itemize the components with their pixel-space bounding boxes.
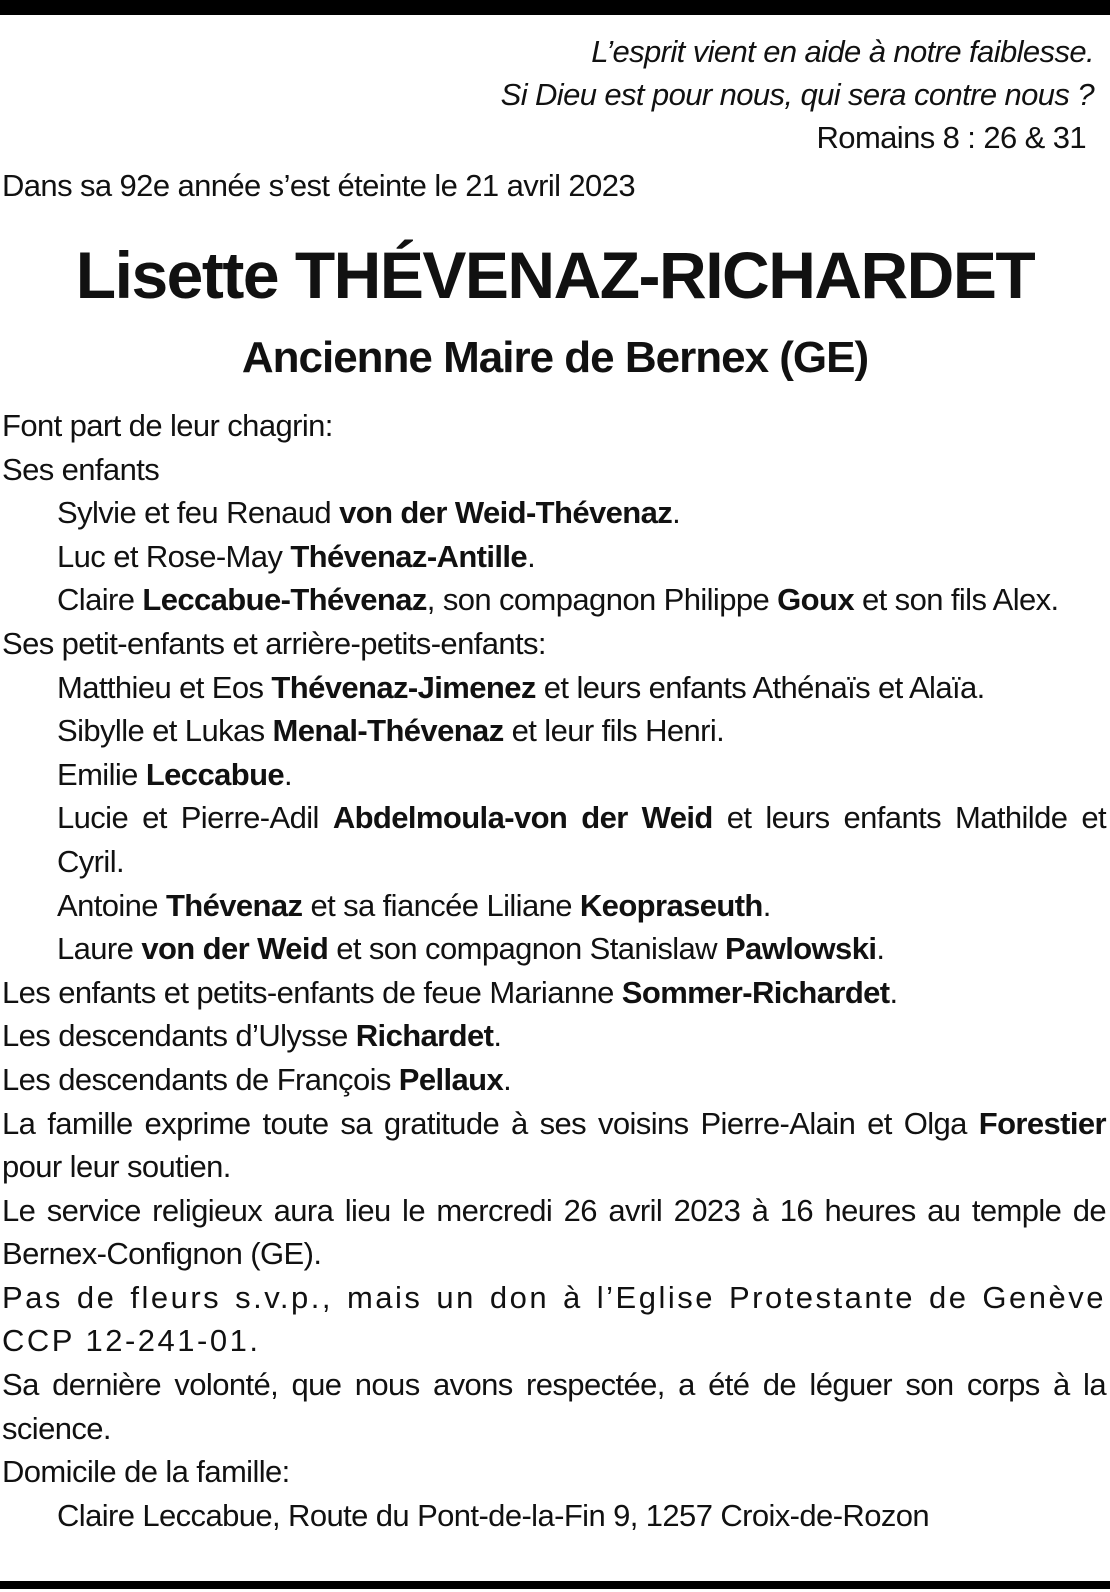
grandchild-line: Laure von der Weid et son compagnon Stanislaw Pawlowski. xyxy=(57,931,885,967)
deceased-title: Ancienne Maire de Bernex (GE) xyxy=(241,333,869,382)
announcement: Font part de leur chagrin: xyxy=(2,408,333,443)
domicile-address: Claire Leccabue, Route du Pont-de-la-Fin 9, 1257 Croix-de-Rozon xyxy=(57,1497,930,1533)
flowers-paragraph: Pas de fleurs s.v.p., mais un don à l’Eglise Protestante de Genève CCP 12-241-01. xyxy=(2,1279,1106,1359)
grandchild-line: Matthieu et Eos Thévenaz-Jimenez et leurs enfants Athénaïs et Alaïa. xyxy=(57,669,985,705)
grandchildren-heading: Ses petit-enfants et arrière-petits-enfants: xyxy=(2,625,546,661)
service-paragraph: Le service religieux aura lieu le mercredi 26 avril 2023 à 16 heures au temple de Bernex-Confignon (GE). xyxy=(2,1192,1106,1272)
grandchild-line: Antoine Thévenaz et sa fiancée Liliane Keopraseuth. xyxy=(57,887,771,923)
bible-verse xyxy=(501,30,1094,159)
grandchild-line: Sibylle et Lukas Menal-Thévenaz et leur fils Henri. xyxy=(57,713,725,749)
gratitude-paragraph: La famille exprime toute sa gratitude à ses voisins Pierre-Alain et Olga Forestier pour leur soutien. xyxy=(2,1105,1106,1185)
child-line: Luc et Rose-May Thévenaz-Antille. xyxy=(57,538,536,574)
child-line: Claire Leccabue-Thévenaz, son compagnon Philippe Goux et son fils Alex. xyxy=(57,582,1059,618)
verse-line-2: Si Dieu est pour nous, qui sera contre nous ? xyxy=(500,77,1094,112)
grandchild-line: Emilie Leccabue. xyxy=(57,756,293,792)
bottom-rule xyxy=(0,1581,1110,1589)
relatives-line: Les descendants de François Pellaux. xyxy=(2,1061,512,1097)
children-heading: Ses enfants xyxy=(2,451,160,487)
top-rule xyxy=(0,0,1110,15)
last-wish-paragraph: Sa dernière volonté, que nous avons respectée, a été de léguer son corps à la science. xyxy=(2,1367,1106,1446)
verse-line-1: L’esprit vient en aide à notre faiblesse. xyxy=(591,34,1094,69)
child-line: Sylvie et feu Renaud von der Weid-Thévenaz. xyxy=(57,495,681,531)
verse-reference: Romains 8 : 26 & 31 xyxy=(816,120,1086,155)
grandchild-line: Lucie et Pierre-Adil Abdelmoula-von der Weid et leurs enfants Mathilde et Cyril. xyxy=(57,800,1106,879)
notice-body xyxy=(2,404,1106,1537)
intro-text: Dans sa 92e année s’est éteinte le 21 avril 2023 xyxy=(2,168,635,203)
deceased-name: Lisette THÉVENAZ-RICHARDET xyxy=(75,238,1035,312)
relatives-line: Les descendants d’Ulysse Richardet. xyxy=(2,1018,502,1054)
domicile-heading: Domicile de la famille: xyxy=(2,1454,290,1490)
relatives-line: Les enfants et petits-enfants de feue Marianne Sommer-Richardet. xyxy=(2,974,898,1010)
